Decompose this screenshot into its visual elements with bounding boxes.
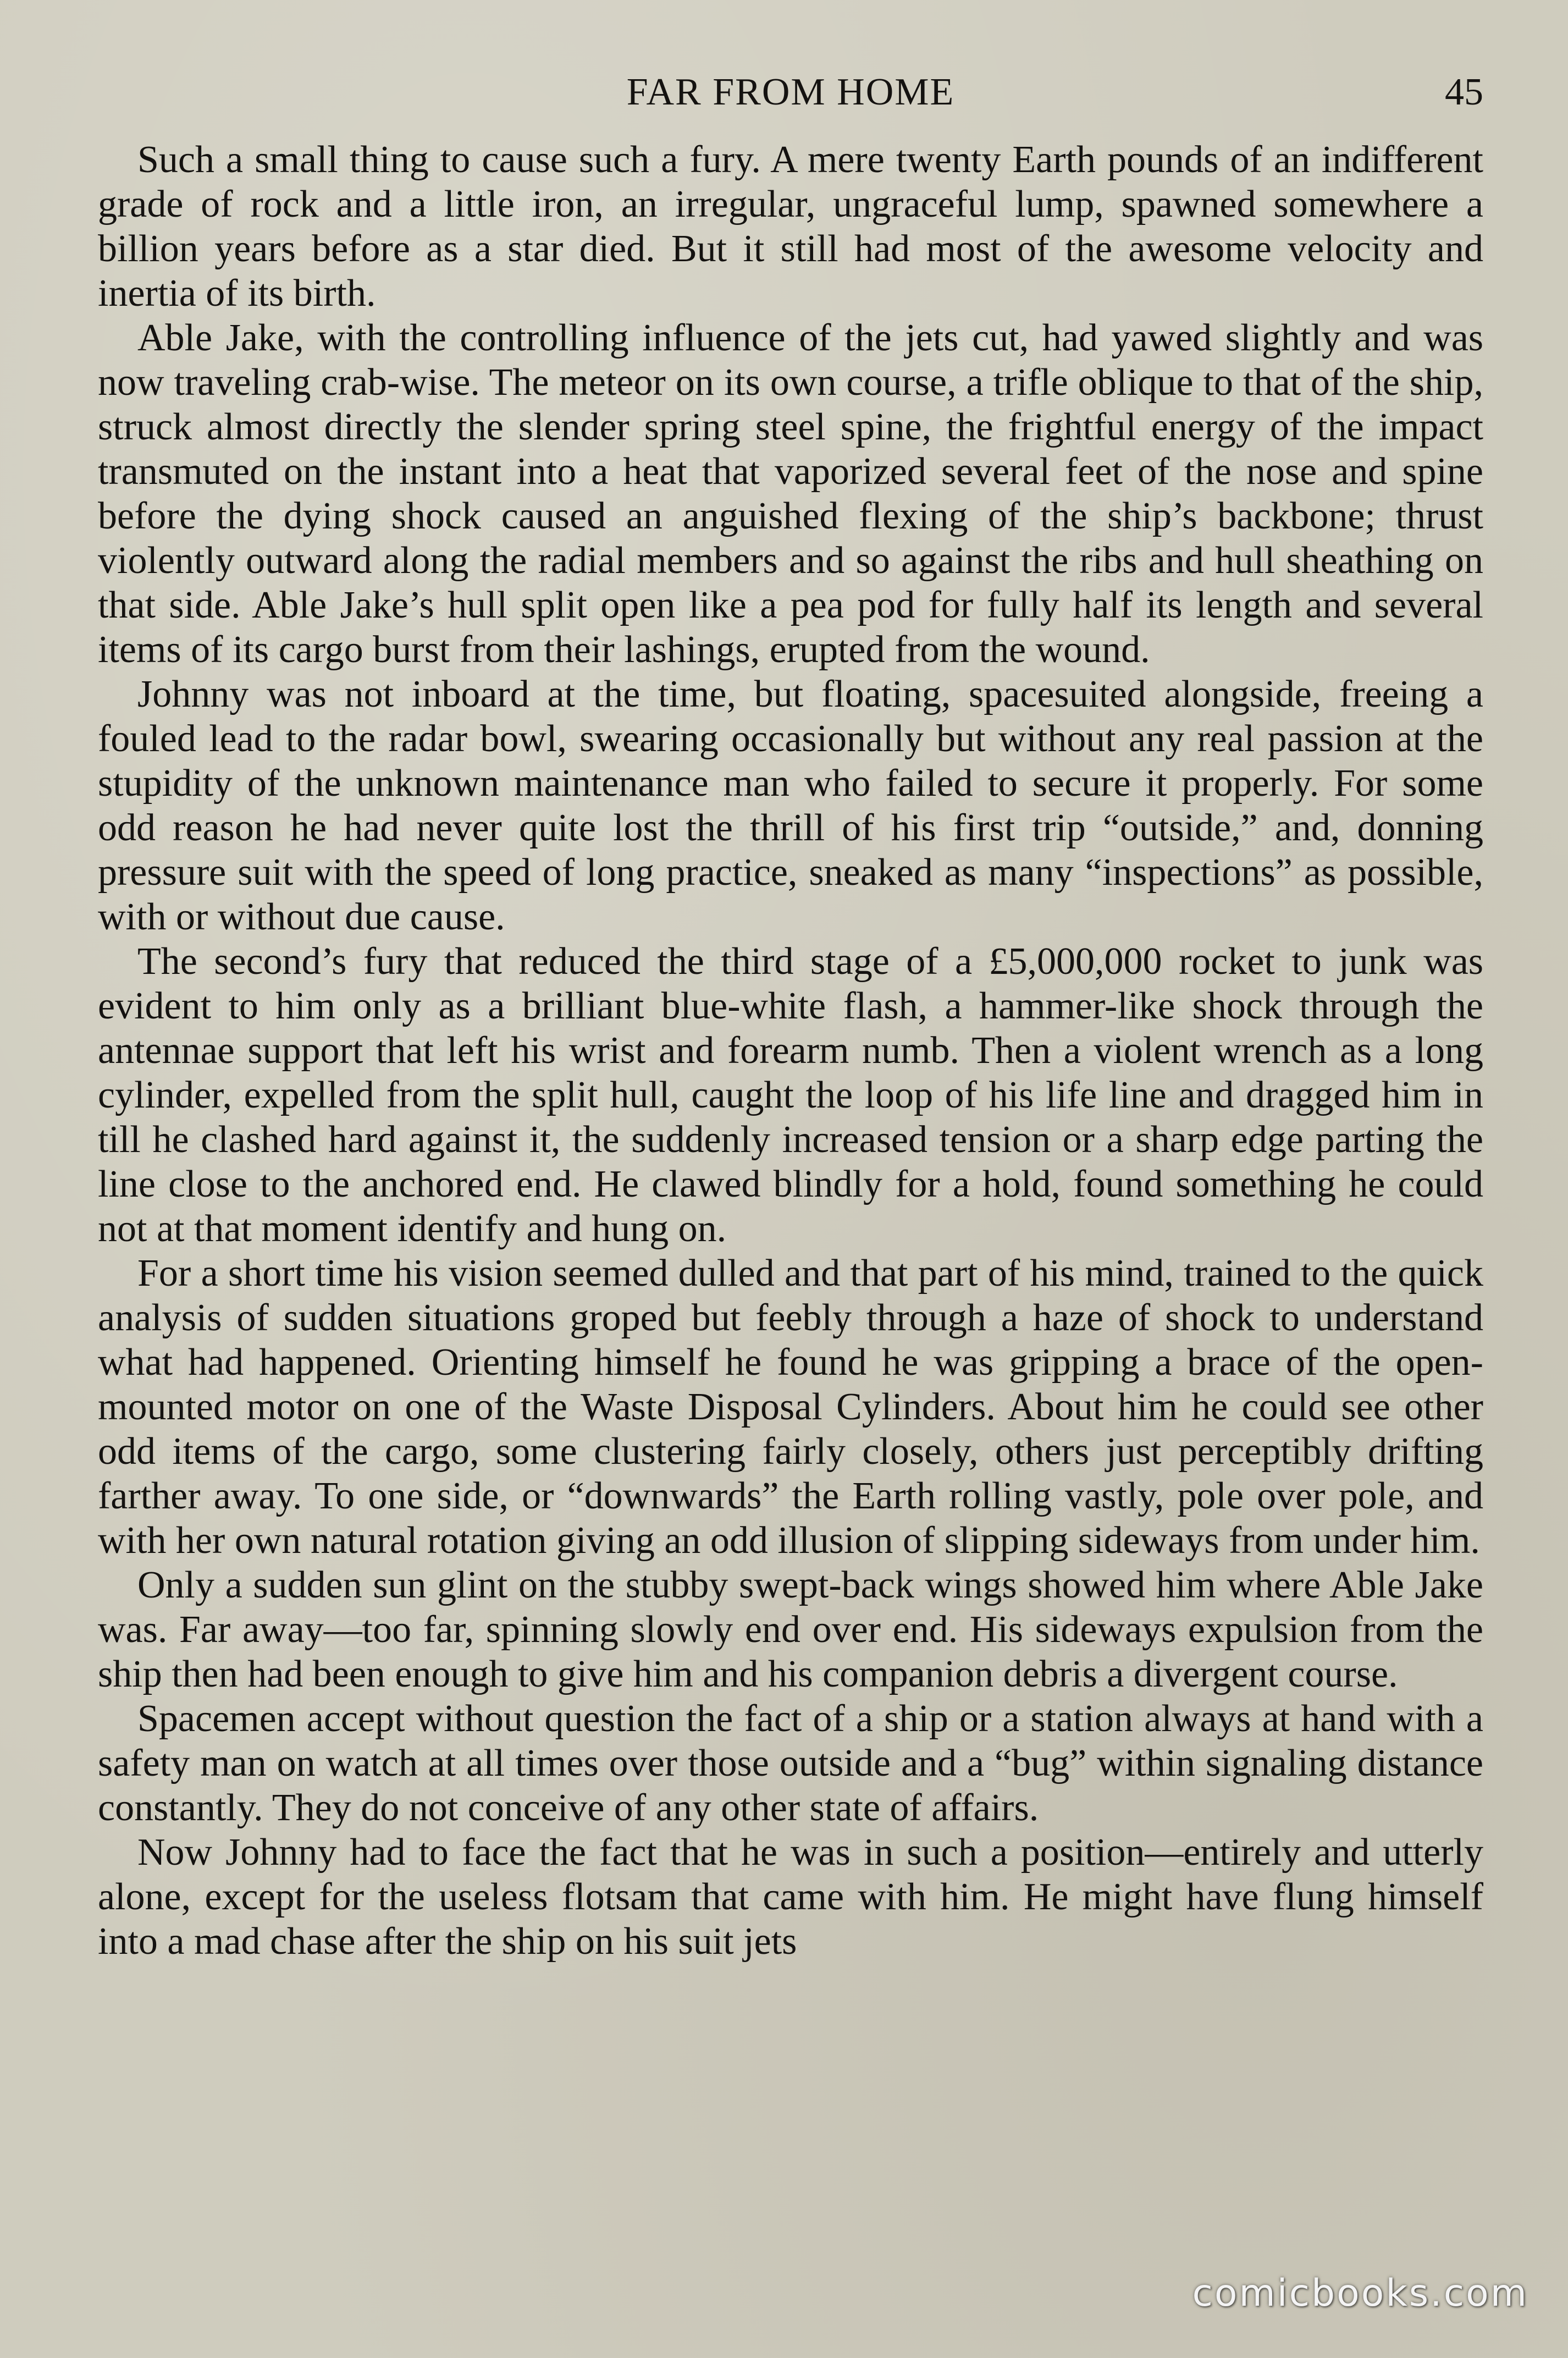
- running-title: FAR FROM HOME: [626, 71, 955, 113]
- paragraph: For a short time his vision seemed dulled and that part of his mind, trained to the quick analysis of sudden situations groped but feebly through a haze of shock to understand what had happened. Orienting himself he found he was gripping a brace of the open-mounted motor on one of the Waste Disposal Cylinders. About him he could see other odd items of the cargo, some clustering fairly closely, others just perceptibly drifting farther away. To one side, or “downwards” the Earth rolling vastly, pole over pole, and with her own natural rotation giving an odd illusion of slipping sideways from under him.: [98, 1252, 1483, 1562]
- paragraph: Only a sudden sun glint on the stubby swept-back wings showed him where Able Jake was. Far away—too far, spinning slowly end over end. His sideways expulsion from the ship then had been enough to give him and his companion debris a divergent course.: [98, 1564, 1483, 1695]
- paragraph: Now Johnny had to face the fact that he was in such a position—entirely and utterly alone, except for the useless flotsam that came with him. He might have flung himself into a mad chase after the ship on his suit jets: [98, 1831, 1483, 1963]
- watermark: comicbooks.com: [1192, 2272, 1528, 2315]
- paragraph: Able Jake, with the controlling influence of the jets cut, had yawed slightly and was now traveling crab-wise. The meteor on its own course, a trifle oblique to that of the ship, struck almost directly the slender spring steel spine, the frightful energy of the impact transmuted on the instant into a heat that vaporized several feet of the nose and spine before the dying shock caused an anguished flexing of the ship’s backbone; thrust violently outward along the radial members and so against the ribs and hull sheathing on that side. Able Jake’s hull split open like a pea pod for fully half its length and several items of its cargo burst from their lashings, erupted from the wound.: [98, 317, 1483, 671]
- paragraph: Such a small thing to cause such a fury. A mere twenty Earth pounds of an indifferent grade of rock and a little iron, an irregular, ungraceful lump, spawned somewhere a billion years before as a star died. But it still had most of the awesome velocity and inertia of its birth.: [98, 139, 1483, 315]
- page-header: [98, 65, 1483, 120]
- page-number: 45: [1445, 71, 1483, 113]
- body-text: [98, 137, 1483, 1964]
- paragraph: Spacemen accept without question the fact of a ship or a station always at hand with a safety man on watch at all times over those outside and a “bug” within signaling distance constantly. They do not conceive of any other state of affairs.: [98, 1698, 1483, 1829]
- paragraph: The second’s fury that reduced the third stage of a £5,000,000 rocket to junk was evident to him only as a brilliant blue-white flash, a hammer-like shock through the antennae support that left his wrist and forearm numb. Then a violent wrench as a long cylinder, expelled from the split hull, caught the loop of his life line and dragged him in till he clashed hard against it, the suddenly increased tension or a sharp edge parting the line close to the anchored end. He clawed blindly for a hold, found something he could not at that moment identify and hung on.: [98, 940, 1483, 1250]
- paragraph: Johnny was not inboard at the time, but floating, spacesuited alongside, freeing a fouled lead to the radar bowl, swearing occasionally but without any real passion at the stupidity of the unknown maintenance man who failed to secure it properly. For some odd reason he had never quite lost the thrill of his first trip “outside,” and, donning pressure suit with the speed of long practice, sneaked as many “inspections” as possible, with or without due cause.: [98, 673, 1483, 938]
